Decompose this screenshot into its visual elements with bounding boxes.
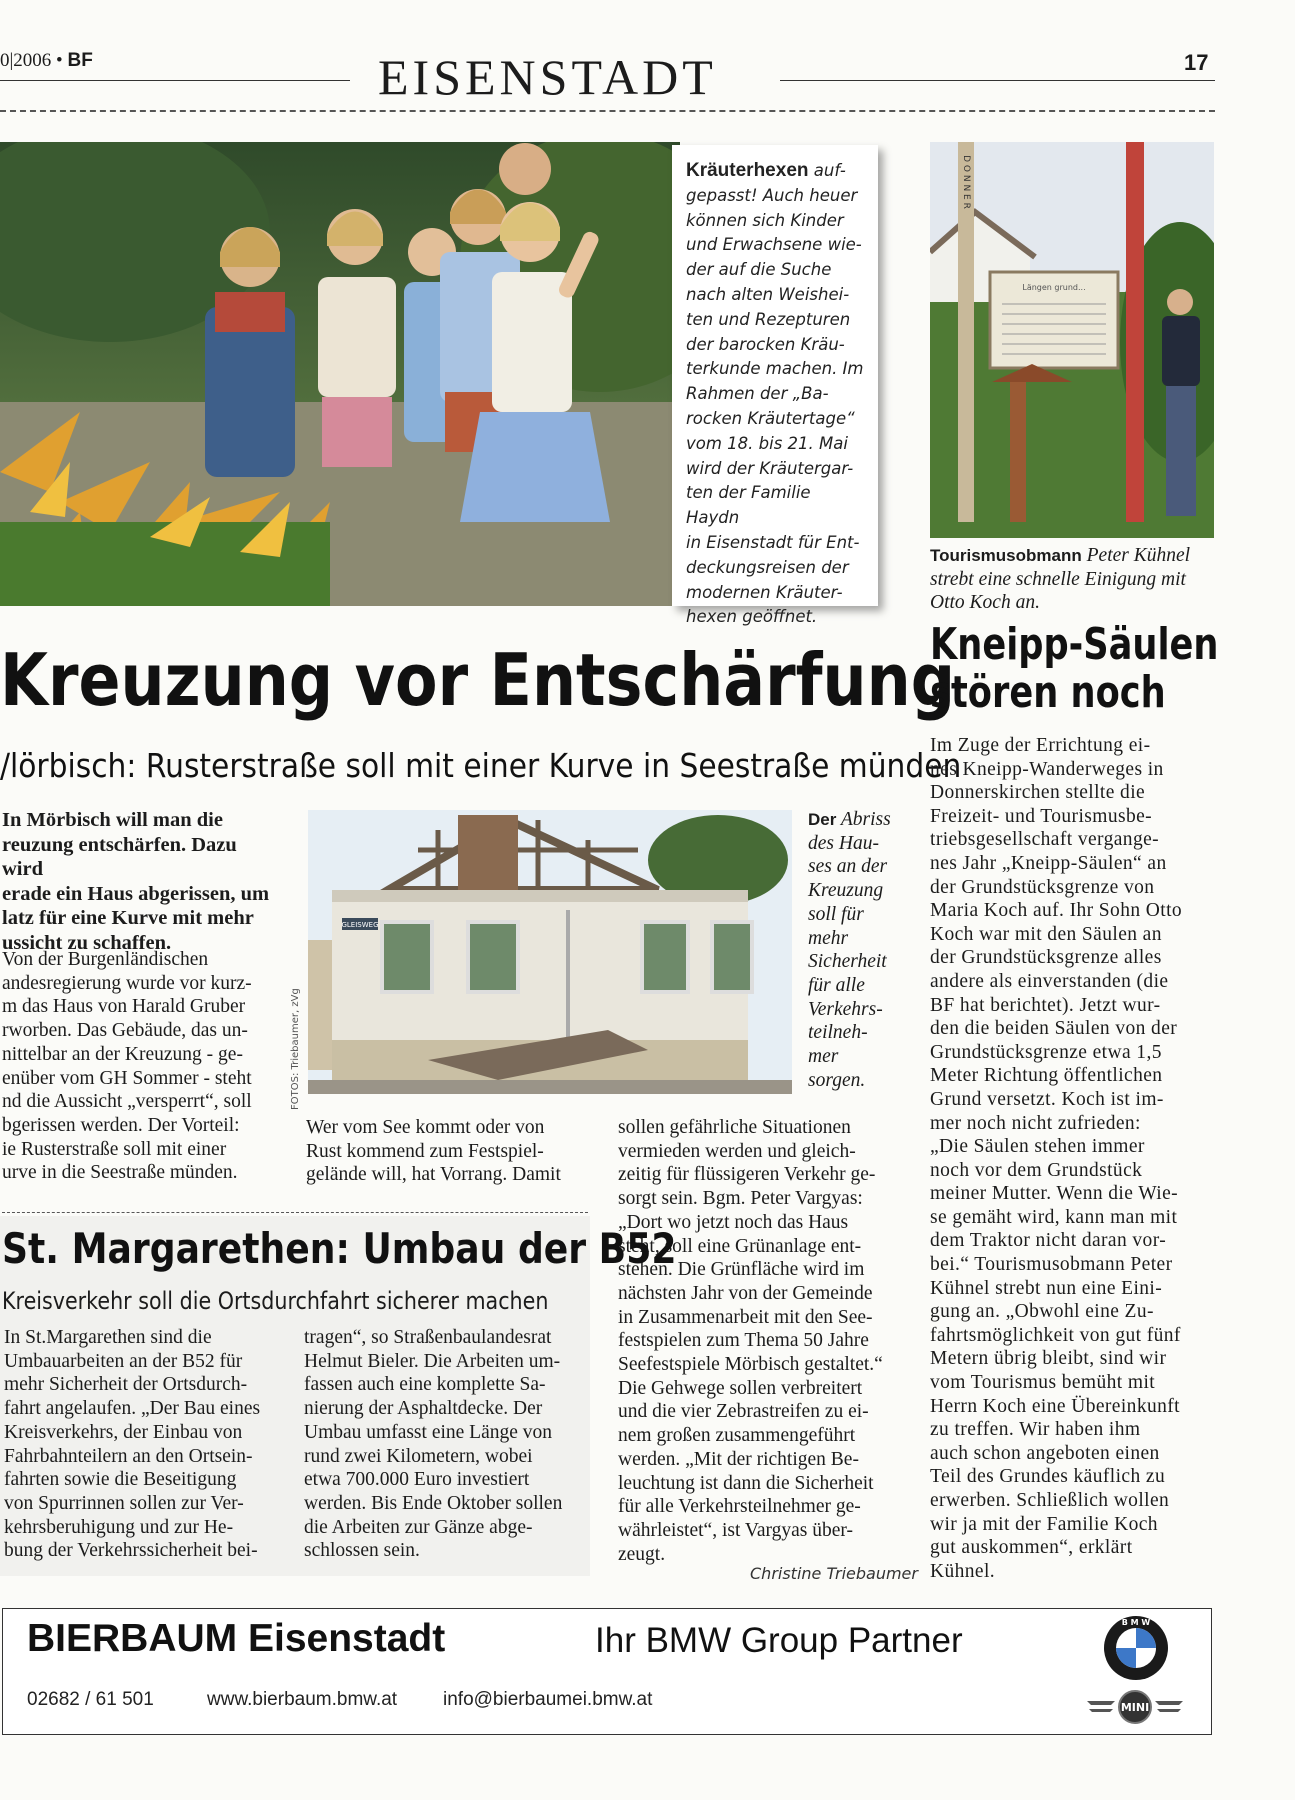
kneipp-body: Im Zuge der Errichtung ei- nes Kneipp-Wanderweges in Donnerskirchen stellte die Freizeit- und Tourismusbe- triebsgesellschaft vergange- nes Jahr „Kneipp-Säulen“ an der Grundstücksgrenze von Maria Koch auf. Ihr Sohn Otto Koch war mit den Säulen an der Grundstücksgrenze alles andere als einverstanden (die BF hat berichtet). Jetzt wur- den die beiden Säulen von der Grundstücksgrenze etwa 1,5 Meter Richtung öffentlichen Grund versetzt. Koch ist im- mer noch nicht zufrieden: „Die Säulen stehen immer noch vor dem Grundstück meiner Mutter. Wenn die Wie- se gemäht wird, kann man mit dem Traktor nicht daran vor- bei.“ Tourismusobmann Peter Kühnel strebt nun eine Eini- gung an. „Obwohl eine Zu- fahrtsmöglichkeit von gut fünf Metern übrig bleibt, sind wir vom Tourismus bemüht mit Herrn Koch eine Übereinkunft zu treffen. Wir haben ihm auch schon angeboten einen Teil des Grundes käuflich zu erwerben. Schließlich wollen wir ja mit der Familie Koch gut auskommen“, erklärt Kühnel. bbox=[930, 735, 1183, 1582]
page-number: 17 bbox=[1184, 50, 1209, 75]
kneipp-photo bbox=[930, 142, 1214, 538]
svg-text:MINI: MINI bbox=[1120, 1701, 1150, 1714]
main-lead: In Mörbisch will man die reuzung entschärfen. Dazu wird erade ein Haus abgerissen, um latz für eine Kurve mit mehr ussicht zu schaffen. bbox=[2, 809, 270, 954]
caption-bold: Kräuterhexen bbox=[686, 160, 809, 181]
b52-subheadline: Kreisverkehr soll die Ortsdurchfahrt sicherer machen bbox=[2, 1287, 549, 1315]
house-caption: Der Abriss des Hau- ses an der Kreuzung soll für mehr Sicherheit für alle Verkehrs- teilneh- mer sorgen. bbox=[808, 809, 891, 1091]
bmw-logo-icon bbox=[1103, 1615, 1169, 1681]
svg-text:B M W: B M W bbox=[1121, 1618, 1151, 1627]
children-photo bbox=[0, 142, 680, 606]
sign-title: Längen grund... bbox=[1022, 283, 1086, 292]
b52-col1: In St.Margarethen sind die Umbauarbeiten an der B52 für mehr Sicherheit der Ortsdurch- fahrt angelaufen. „Der Bau eines Kreisverkehrs, der Einbau von Fahrbahnteilern an den Ortsein- fahrten sowie die Beseitigung von Spurrinnen sollen zur Ver- kehrsberuhigung und zur He- bung der Verkehrssicherheit bei- bbox=[4, 1327, 261, 1562]
header-rule-left bbox=[0, 80, 350, 81]
b52-col2: tragen“, so Straßenbaulandesrat Helmut Bieler. Die Arbeiten um- fassen auch eine komplette Sa- nierung der Asphaltdecke. Der Umbau umfasst eine Länge von rund zwei Kilometern, wobei etwa 700.000 Euro investiert werden. Bis Ende Oktober sollen die Arbeiten zur Gänze abge- schlossen sein. bbox=[304, 1327, 563, 1562]
main-body-col1: Von der Burgenländischen andesregierung wurde vor kurz- m das Haus von Harald Gruber rworben. Das Gebäude, das un- nittelbar an der Kreuzung - ge- enüber vom GH Sommer - steht nd die Aussicht „versperrt“, soll bgerissen werden. Der Vorteil: ie Rusterstraße soll mit einer urve in die Seestraße münden. bbox=[2, 949, 252, 1184]
photo-caption-box: Kräuterhexen auf- gepasst! Auch heuer können sich Kinder und Erwachsene wie- der auf die Suche nach alten Weishei- ten und Rezepturen der barocken Kräu- terkunde machen. Im Rahmen der „Ba- rocken Kräutertage“ vom 18. bis 21. Mai wird der Kräutergar- ten der Familie Haydn in Eisenstadt für Ent- deckungsreisen der modernen Kräuter- hexen geöffnet. bbox=[672, 145, 878, 606]
kneipp-headline-2: stören noch bbox=[930, 667, 1166, 718]
author-byline: Christine Triebaumer bbox=[750, 1564, 918, 1583]
ad-phone: 02682 / 61 501 bbox=[27, 1689, 154, 1710]
header-rule-right bbox=[780, 80, 1215, 81]
main-body-col3: sollen gefährliche Situationen vermieden werden und gleich- zeitig für flüssigeren Verkehr ge- sorgt sein. Bgm. Peter Vargyas: „Dort wo jetzt noch das Haus steht, soll eine Grünanlage ent- stehen. Die Grünfläche wird im nächsten Jahr von der Gemeinde in Zusammenarbeit mit den See- festspielen zum Thema 50 Jahre Seefestspiele Mörbisch gestaltet.“ Die Gehwege sollen verbreitert und die vier Zebrastreifen zu ei- nem großen zusammengeführt werden. „Mit der richtigen Be- leuchtung ist dann die Sicherheit für alle Verkehrsteilnehmer ge- währleistet“, ist Vargyas über- zeugt. bbox=[618, 1117, 883, 1565]
ad-tagline: Ihr BMW Group Partner bbox=[595, 1621, 963, 1660]
ad-email-link[interactable]: info@bierbaumei.bmw.at bbox=[443, 1689, 653, 1710]
mini-logo-icon bbox=[1085, 1687, 1185, 1727]
house-photo bbox=[308, 810, 792, 1094]
header-dash-rule bbox=[0, 110, 1215, 112]
street-sign-text: GLEISWEG bbox=[341, 921, 379, 929]
photo-credit: FOTOS: Triebaumer, zVg bbox=[290, 988, 301, 1110]
ad-brand: BIERBAUM Eisenstadt bbox=[27, 1617, 446, 1660]
b52-headline: St. Margarethen: Umbau der B52 bbox=[2, 1224, 677, 1273]
main-headline: Kreuzung vor Entschärfung bbox=[0, 638, 956, 722]
kneipp-headline-1: Kneipp-Säulen bbox=[930, 619, 1219, 670]
b52-dash-rule bbox=[2, 1212, 588, 1213]
bierbaum-ad[interactable] bbox=[2, 1608, 1212, 1735]
issue-date: 0|2006 • BF bbox=[0, 50, 93, 71]
main-body-col2: Wer vom See kommt oder von Rust kommend zum Festspiel- gelände will, hat Vorrang. Damit bbox=[306, 1117, 561, 1186]
ad-website-link[interactable]: www.bierbaum.bmw.at bbox=[207, 1689, 398, 1710]
main-subheadline: /lörbisch: Rusterstraße soll mit einer Kurve in Seestraße münden bbox=[0, 746, 962, 785]
section-title: EISENSTADT bbox=[378, 49, 717, 105]
pole-text: D O N N E R bbox=[961, 155, 971, 209]
paper-name: BF bbox=[67, 50, 93, 71]
kneipp-photo-caption: Tourismusobmann Peter Kühnel strebt eine schnelle Einigung mit Otto Koch an. bbox=[930, 545, 1191, 614]
